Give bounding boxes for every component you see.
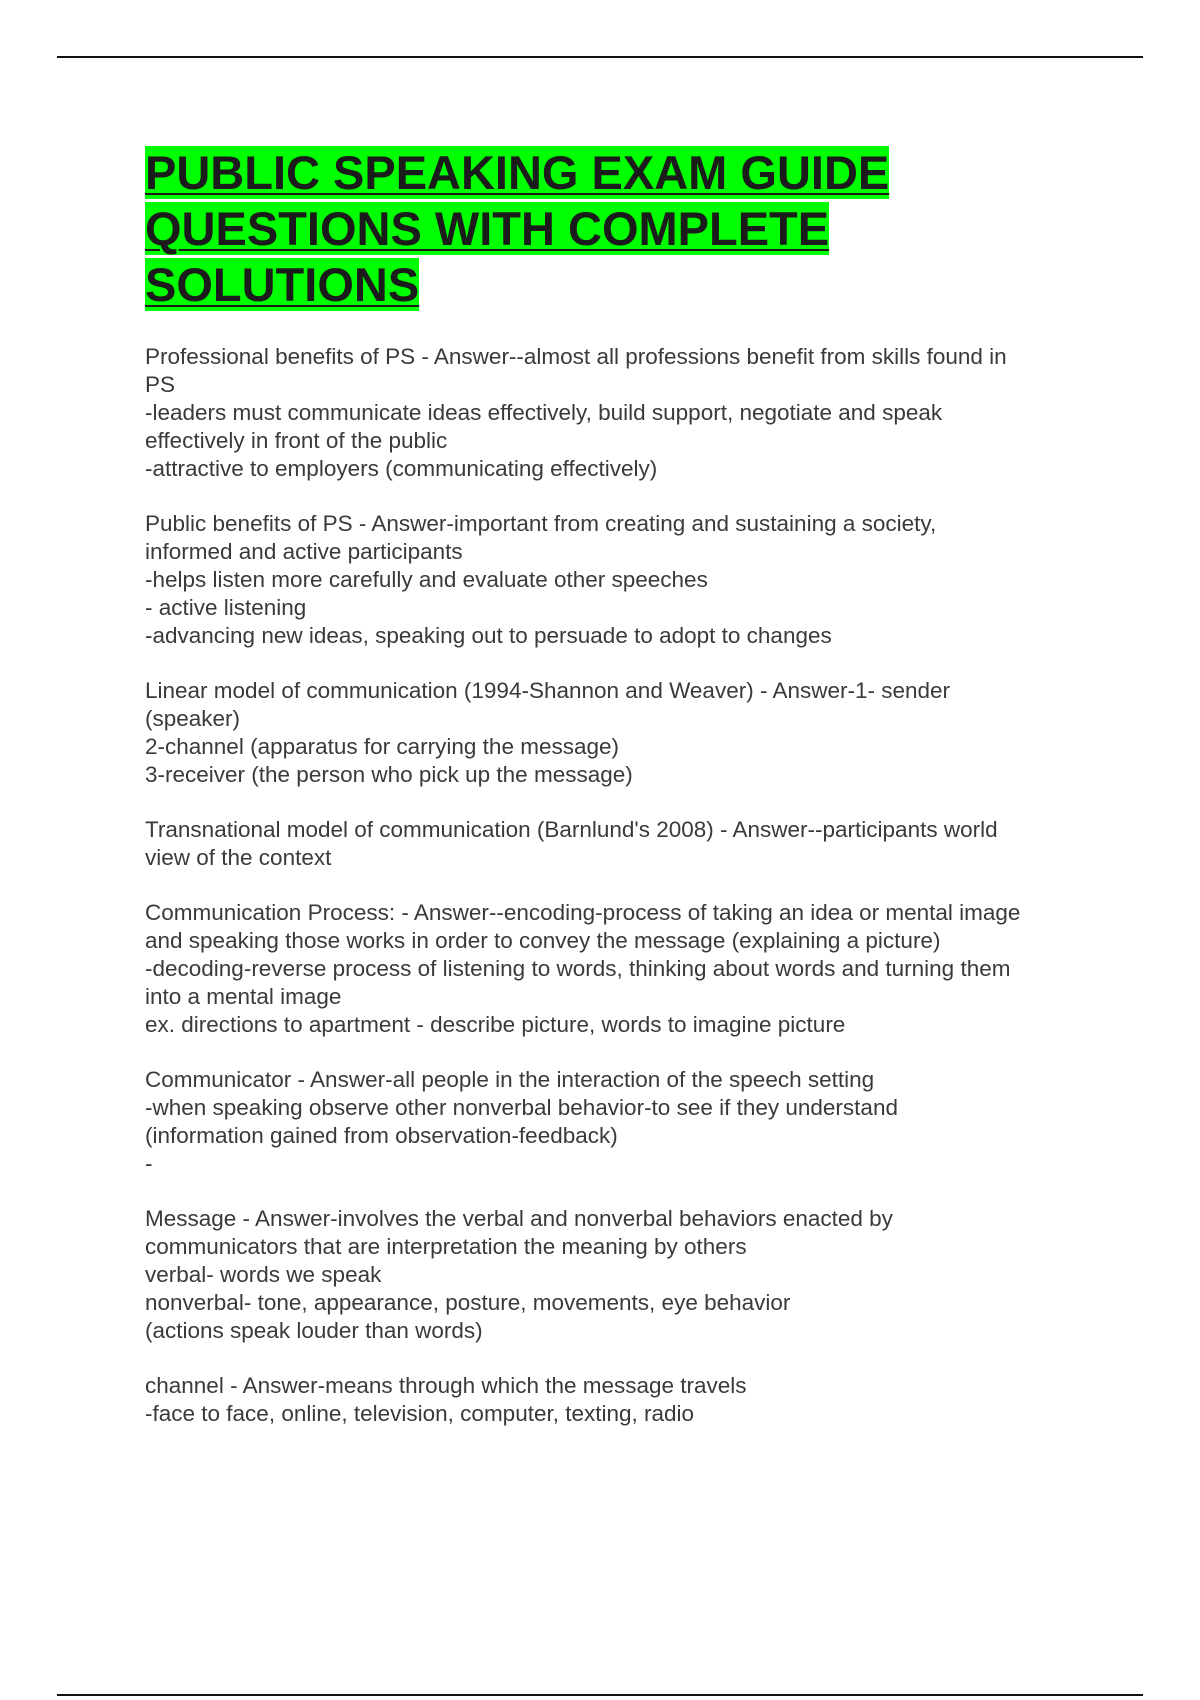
- entry-line: Linear model of communication (1994-Shannon and Weaver) - Answer-1- sender: [145, 678, 951, 703]
- qa-entry-communicator: [145, 1066, 1095, 1178]
- entry-line: into a mental image: [145, 984, 342, 1009]
- header-rule: [57, 56, 1143, 58]
- entry-line: Transnational model of communication (Barnlund's 2008) - Answer--participants world: [145, 817, 998, 842]
- entry-line: 2-channel (apparatus for carrying the message): [145, 734, 619, 759]
- entry-line: (actions speak louder than words): [145, 1318, 483, 1343]
- qa-entry-communication-process: [145, 899, 1095, 1039]
- entry-line: and speaking those works in order to convey the message (explaining a picture): [145, 928, 941, 953]
- entry-line: (speaker): [145, 706, 241, 731]
- entry-line: view of the context: [145, 845, 332, 870]
- qa-entry-professional-benefits: [145, 343, 1095, 483]
- qa-entry-public-benefits: [145, 510, 1095, 650]
- entry-line: -advancing new ideas, speaking out to persuade to adopt to changes: [145, 623, 832, 648]
- entry-line: effectively in front of the public: [145, 428, 448, 453]
- entry-line: Message - Answer-involves the verbal and nonverbal behaviors enacted by: [145, 1206, 893, 1231]
- qa-entry-message: [145, 1205, 1095, 1345]
- document-title: [145, 145, 1095, 313]
- entry-line: -helps listen more carefully and evaluate other speeches: [145, 567, 708, 592]
- entry-line: channel - Answer-means through which the message travels: [145, 1373, 747, 1398]
- entry-line: ex. directions to apartment - describe picture, words to imagine picture: [145, 1012, 846, 1037]
- footer-rule: [57, 1694, 1143, 1696]
- entry-line: communicators that are interpretation the meaning by others: [145, 1234, 747, 1259]
- entry-line: Professional benefits of PS - Answer--almost all professions benefit from skills found in: [145, 344, 1007, 369]
- entry-line: -when speaking observe other nonverbal behavior-to see if they understand: [145, 1095, 898, 1120]
- title-line: QUESTIONS WITH COMPLETE: [145, 202, 830, 255]
- entry-line: -attractive to employers (communicating effectively): [145, 456, 658, 481]
- entry-line: Communication Process: - Answer--encoding-process of taking an idea or mental image: [145, 900, 1021, 925]
- entry-line: Public benefits of PS - Answer-important from creating and sustaining a society,: [145, 511, 937, 536]
- entry-line: -decoding-reverse process of listening to words, thinking about words and turning them: [145, 956, 1011, 981]
- entry-line: 3-receiver (the person who pick up the message): [145, 762, 633, 787]
- entry-line: -leaders must communicate ideas effectively, build support, negotiate and speak: [145, 400, 943, 425]
- title-line: SOLUTIONS: [145, 258, 420, 311]
- entry-line: -face to face, online, television, computer, texting, radio: [145, 1401, 695, 1426]
- entry-line: - active listening: [145, 595, 307, 620]
- entry-line: nonverbal- tone, appearance, posture, movements, eye behavior: [145, 1290, 791, 1315]
- entry-line: -: [145, 1151, 153, 1176]
- document-body: [145, 145, 1095, 1455]
- entry-line: (information gained from observation-feedback): [145, 1123, 618, 1148]
- entry-line: Communicator - Answer-all people in the interaction of the speech setting: [145, 1067, 875, 1092]
- entry-line: verbal- words we speak: [145, 1262, 382, 1287]
- qa-entry-linear-model: [145, 677, 1095, 789]
- qa-entry-transnational-model: [145, 816, 1095, 872]
- title-line: PUBLIC SPEAKING EXAM GUIDE: [145, 146, 890, 199]
- entry-line: PS: [145, 372, 176, 397]
- entry-line: informed and active participants: [145, 539, 463, 564]
- qa-entry-channel: [145, 1372, 1095, 1428]
